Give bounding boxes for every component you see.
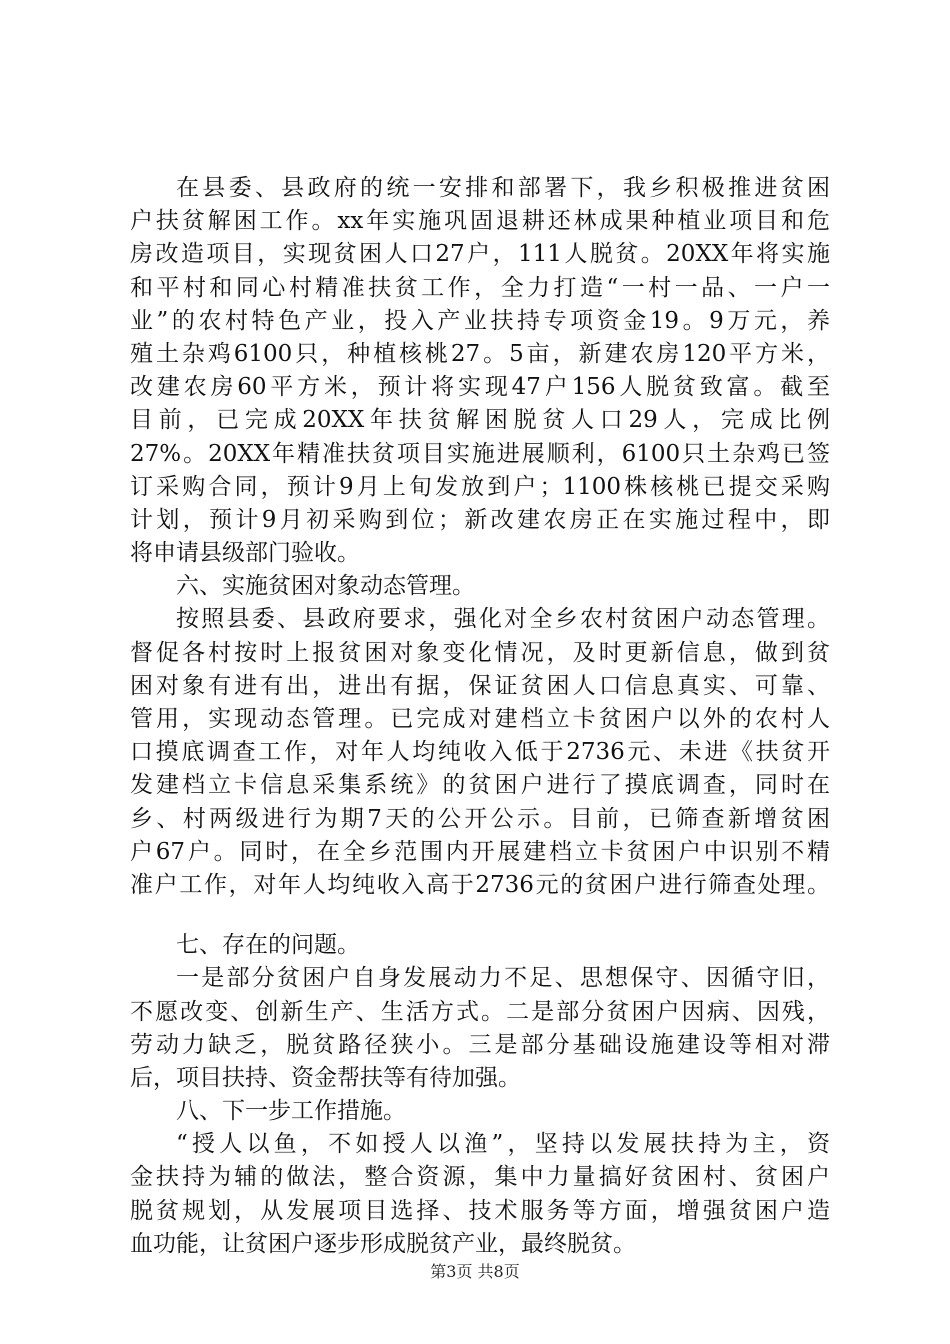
paragraph-1-line: 订采购合同，预计9月上旬发放到户；1100株核桃已提交采购 xyxy=(130,473,830,500)
paragraph-1-line: 在县委、县政府的统一安排和部署下，我乡积极推进贫困 xyxy=(176,175,830,201)
paragraph-2-line: 督促各村按时上报贫困对象变化情况，及时更新信息，做到贫 xyxy=(130,639,830,666)
paragraph-3-line: 一是部分贫困户自身发展动力不足、思想保守、因循守旧， xyxy=(176,965,830,992)
paragraph-1-line: 改建农房60平方米，预计将实现47户156人脱贫致富。截至 xyxy=(130,374,830,401)
paragraph-spacer xyxy=(130,902,830,929)
paragraph-1-line: 将申请县级部门验收。 xyxy=(130,540,360,567)
paragraph-2-line: 按照县委、县政府要求，强化对全乡农村贫困户动态管理。 xyxy=(176,606,830,633)
paragraph-4-line: 金扶持为辅的做法，整合资源，集中力量搞好贫困村、贫困户 xyxy=(130,1164,830,1191)
paragraph-2-line: 困对象有进有出，进出有据，保证贫困人口信息真实、可靠、 xyxy=(130,672,830,699)
paragraph-1-line: 计划，预计9月初采购到位；新改建农房正在实施过程中，即 xyxy=(130,506,830,533)
paragraph-4-line: 脱贫规划，从发展项目选择、技术服务等方面，增强贫困户造 xyxy=(130,1197,830,1224)
paragraph-3-line: 劳动力缺乏，脱贫路径狭小。三是部分基础设施建设等相对滞 xyxy=(130,1031,830,1058)
section-heading-8: 八、下一步工作措施。 xyxy=(176,1098,406,1125)
paragraph-2-line: 准户工作，对年人均纯收入高于2736元的贫困户进行筛查处理。 xyxy=(130,871,830,898)
paragraph-2-line: 乡、村两级进行为期7天的公开公示。目前，已筛查新增贫困 xyxy=(130,805,830,832)
paragraph-2-line: 户67户。同时，在全乡范围内开展建档立卡贫困户中识别不精 xyxy=(130,838,830,865)
document-body xyxy=(130,172,830,1261)
paragraph-2-line: 管用，实现动态管理。已完成对建档立卡贫困户以外的农村人 xyxy=(130,706,830,732)
paragraph-2-line: 口摸底调查工作，对年人均纯收入低于2736元、未进《扶贫开 xyxy=(130,739,830,766)
paragraph-2-line: 发建档立卡信息采集系统》的贫困户进行了摸底调查，同时在 xyxy=(130,772,830,799)
paragraph-3-line: 不愿改变、创新生产、生活方式。二是部分贫困户因病、因残， xyxy=(130,998,830,1025)
paragraph-1-line: 目前，已完成20XX年扶贫解困脱贫人口29人，完成比例 xyxy=(130,407,830,434)
paragraph-1-line: 业”的农村特色产业，投入产业扶持专项资金19。9万元，养 xyxy=(130,307,830,334)
paragraph-1-line: 房改造项目，实现贫困人口27户，111人脱贫。20XX年将实施 xyxy=(130,241,830,268)
paragraph-1-line: 和平村和同心村精准扶贫工作，全力打造“一村一品、一户一 xyxy=(130,274,830,301)
paragraph-1-line: 殖土杂鸡6100只，种植核桃27。5亩，新建农房120平方米， xyxy=(130,340,830,367)
paragraph-1-line: 27%。20XX年精准扶贫项目实施进展顺利，6100只土杂鸡已签 xyxy=(130,440,830,467)
page-number-footer: 第3页 共8页 xyxy=(430,1262,520,1281)
paragraph-4-line: “授人以鱼，不如授人以渔”，坚持以发展扶持为主，资 xyxy=(176,1131,830,1158)
paragraph-4-line: 血功能，让贫困户逐步形成脱贫产业，最终脱贫。 xyxy=(130,1230,636,1257)
paragraph-3-line: 后，项目扶持、资金帮扶等有待加强。 xyxy=(130,1064,521,1091)
section-heading-6: 六、实施贫困对象动态管理。 xyxy=(176,573,475,600)
paragraph-1-line: 户扶贫解困工作。xx年实施巩固退耕还林成果种植业项目和危 xyxy=(130,208,830,235)
section-heading-7: 七、存在的问题。 xyxy=(176,932,360,959)
